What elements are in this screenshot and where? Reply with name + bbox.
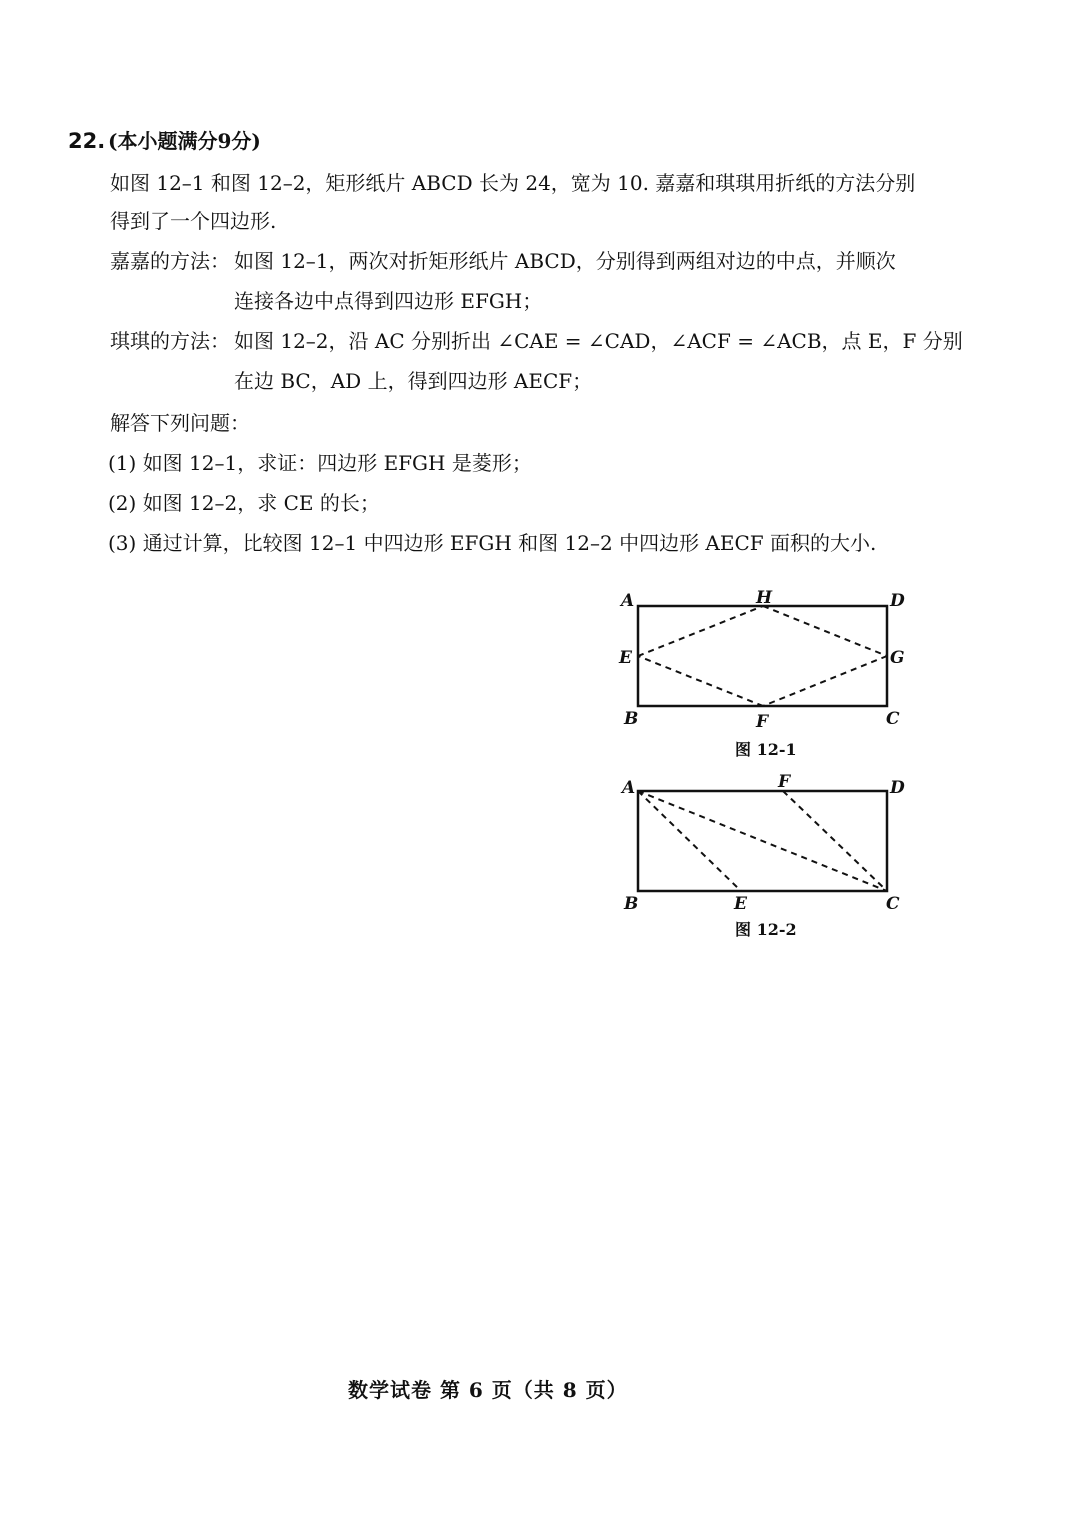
page-footer: 数学试卷 第 6 页（共 8 页） <box>348 1378 628 1402</box>
label-g: G <box>890 648 905 668</box>
qiqi-method-label: 琪琪的方法： <box>110 329 230 353</box>
jiajia-method-line-2: 连接各边中点得到四边形 EFGH； <box>234 289 543 313</box>
label-f: F <box>756 712 769 732</box>
quadrilateral-aecf <box>638 791 887 891</box>
label-b: B <box>624 894 639 914</box>
qiqi-method-line-1: 如图 12–2，沿 AC 分别折出 ∠CAE = ∠CAD，∠ACF = ∠ACB，点 E，F 分别 <box>234 329 963 353</box>
label-a: A <box>621 591 635 611</box>
diagonal-ac <box>638 791 887 891</box>
label-a: A <box>622 778 636 798</box>
segment-eh <box>638 606 763 656</box>
part-3: (3) 通过计算，比较图 12–1 中四边形 EFGH 和图 12–2 中四边形 AECF 面积的大小. <box>108 531 877 555</box>
label-d: D <box>890 591 905 611</box>
segment-fe <box>638 656 763 706</box>
segment-gf <box>763 656 887 706</box>
label-b: B <box>624 709 639 729</box>
segment-ae <box>638 791 741 891</box>
segment-hg <box>763 606 887 656</box>
intro-line-2: 得到了一个四边形. <box>110 209 277 233</box>
label-c: C <box>886 894 900 914</box>
rhombus-efgh <box>638 606 887 706</box>
label-f: F <box>778 772 791 792</box>
label-h: H <box>756 588 773 608</box>
figure-12-2 <box>610 770 920 915</box>
jiajia-method-label: 嘉嘉的方法： <box>110 249 230 273</box>
label-c: C <box>886 709 900 729</box>
part-2: (2) 如图 12–2，求 CE 的长； <box>108 491 380 515</box>
qiqi-method-line-2: 在边 BC，AD 上，得到四边形 AECF； <box>234 369 593 393</box>
rectangle-abcd <box>638 606 887 706</box>
label-e: E <box>734 894 747 914</box>
answer-prompt: 解答下列问题： <box>110 411 250 435</box>
label-d: D <box>890 778 905 798</box>
segment-fc <box>783 791 887 891</box>
label-e: E <box>619 648 632 668</box>
figure-12-2-caption: 图 12-2 <box>735 920 797 939</box>
figure-12-1 <box>610 585 920 735</box>
figure-12-1-caption: 图 12-1 <box>735 740 797 759</box>
score-note: (本小题满分9分) <box>108 129 261 153</box>
intro-line-1: 如图 12–1 和图 12–2，矩形纸片 ABCD 长为 24，宽为 10. 嘉嘉和琪琪用折纸的方法分别 <box>110 171 916 195</box>
question-number: 22. <box>68 129 106 153</box>
part-1: (1) 如图 12–1，求证：四边形 EFGH 是菱形； <box>108 451 532 475</box>
jiajia-method-line-1: 如图 12–1，两次对折矩形纸片 ABCD，分别得到两组对边的中点，并顺次 <box>234 249 896 273</box>
